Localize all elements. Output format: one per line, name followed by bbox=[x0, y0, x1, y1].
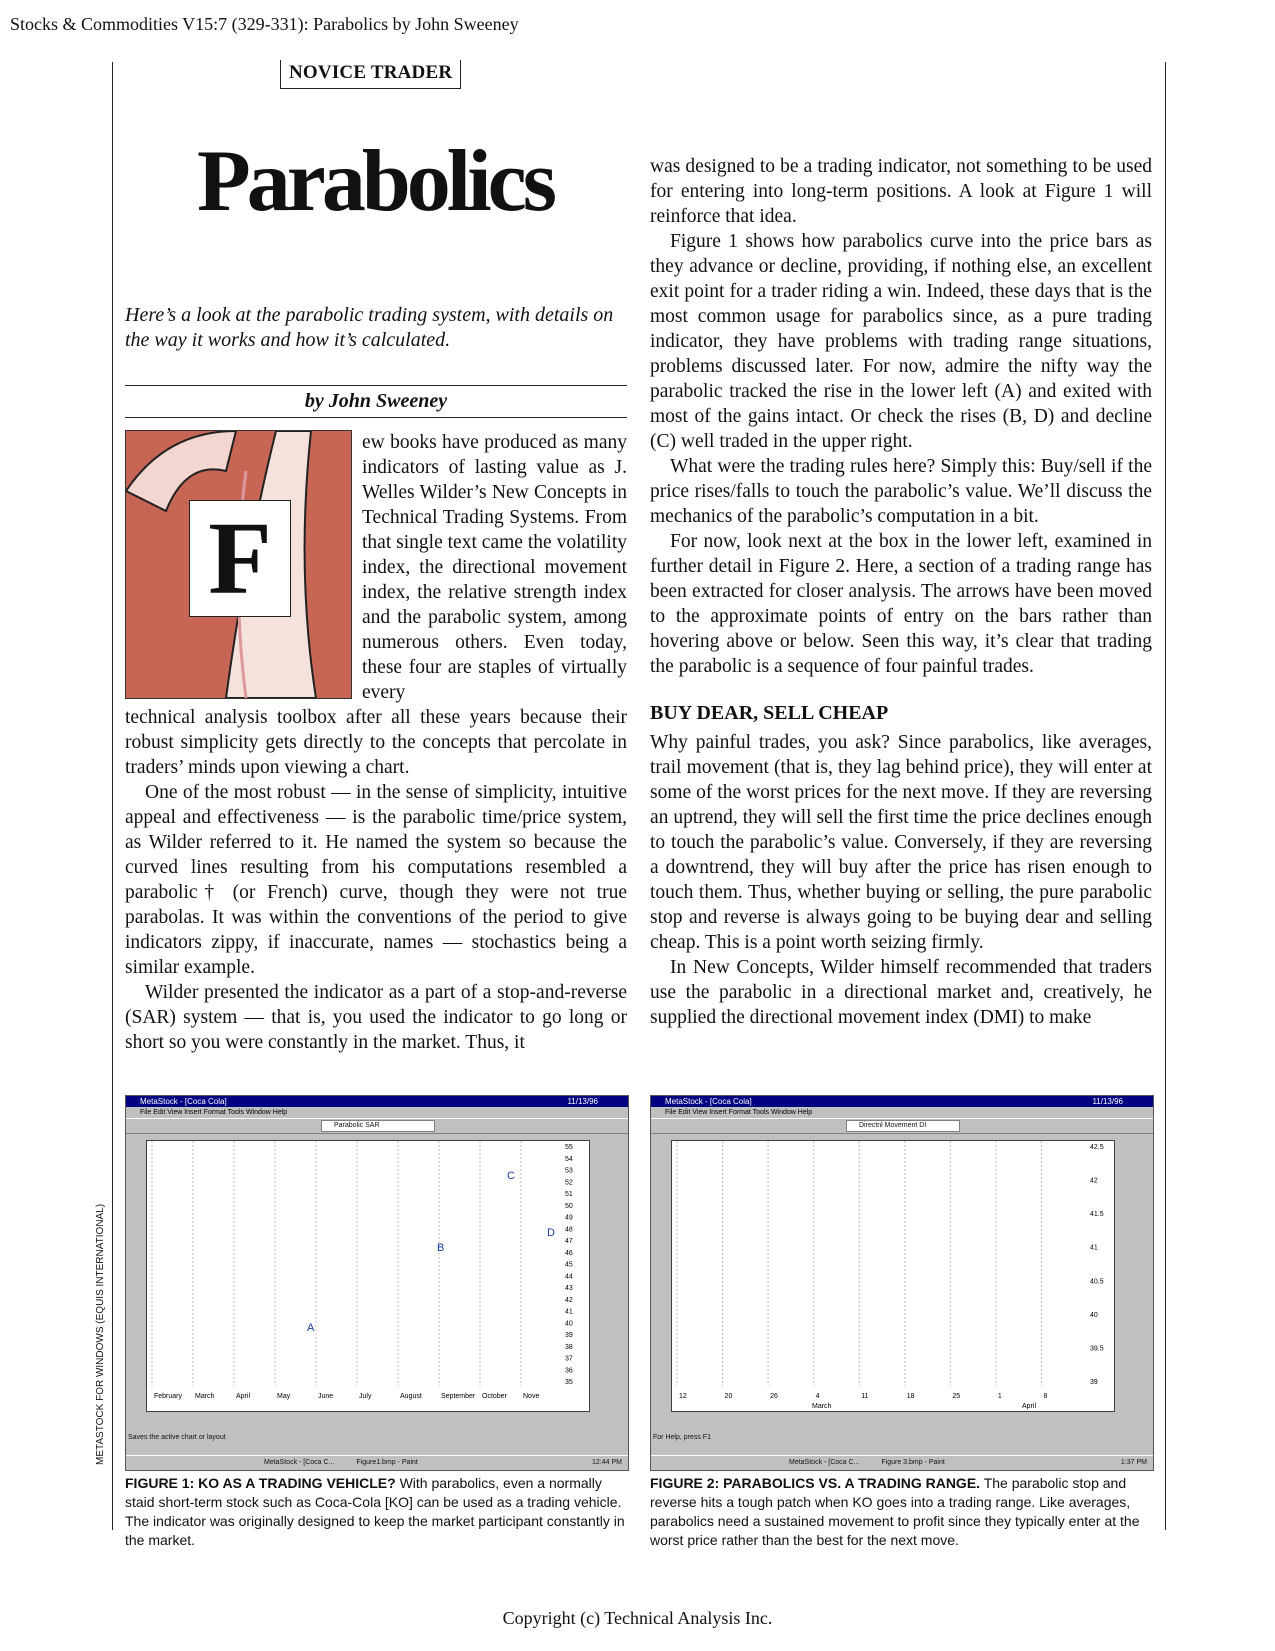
section-tag: NOVICE TRADER bbox=[280, 60, 461, 89]
right-paragraph-3: What were the trading rules here? Simply this: Buy/sell if the price rises/falls to touch the parabolic’s value. We’ll discuss the mechanics of the parabolic’s computation in a bit. bbox=[650, 456, 1152, 527]
chart1-y-tick: 55 bbox=[565, 1144, 573, 1151]
chart1-annotation: A bbox=[307, 1322, 315, 1334]
byline: by John Sweeney bbox=[125, 385, 627, 418]
chart2-y-tick: 42 bbox=[1090, 1177, 1098, 1185]
figure-2-chart bbox=[672, 1141, 1114, 1411]
chart1-x-tick: February bbox=[154, 1393, 183, 1400]
figure-2-toolbar: Directnl Movement DI bbox=[651, 1118, 1153, 1134]
chart1-y-tick: 53 bbox=[565, 1167, 573, 1175]
figure-1-chart bbox=[147, 1141, 589, 1411]
chart1-y-tick: 42 bbox=[565, 1296, 573, 1304]
chart1-y-tick: 38 bbox=[565, 1343, 573, 1351]
chart1-y-tick: 36 bbox=[565, 1367, 573, 1375]
figure-1-caption: FIGURE 1: KO AS A TRADING VEHICLE? With parabolics, even a normally staid short-term stock such as Coca-Cola [KO] can be used as a trading vehicle. The indicator was originally designed to keep the market participant constantly in the market. bbox=[125, 1475, 625, 1548]
chart2-month-label: April bbox=[1022, 1403, 1037, 1410]
figure-2-plot bbox=[671, 1140, 1115, 1412]
running-head: Stocks & Commodities V15:7 (329-331): Parabolics by John Sweeney bbox=[10, 14, 519, 34]
dropcap-letter: F bbox=[189, 500, 291, 617]
chart2-x-tick: 12 bbox=[679, 1393, 687, 1400]
figure-1-menubar: File Edit View Insert Format Tools Window Help bbox=[140, 1109, 288, 1116]
chart1-x-tick: July bbox=[359, 1393, 372, 1400]
chart1-y-tick: 51 bbox=[565, 1191, 573, 1198]
right-column-body-2 bbox=[650, 730, 1152, 1030]
chart1-y-tick: 44 bbox=[565, 1273, 573, 1281]
chart1-y-tick: 45 bbox=[565, 1261, 573, 1269]
intro-paragraph: ew books have produced as many indicators of lasting value as J. Welles Wilder’s New Concepts in Technical Trading Systems. From that single text came the volatility index, the directional movement index, the relative strength index and the parabolic system, among numerous others. Even today, these four are staples of virtually every bbox=[362, 432, 627, 703]
intro-wrap-text bbox=[362, 430, 627, 705]
chart1-y-tick: 37 bbox=[565, 1355, 573, 1363]
left-column-body bbox=[125, 705, 627, 1055]
dropcap-image bbox=[125, 430, 352, 699]
chart2-x-tick: 1 bbox=[997, 1393, 1002, 1400]
chart2-y-tick: 42.5 bbox=[1090, 1144, 1104, 1151]
article-deck: Here’s a look at the parabolic trading system, with details on the way it works and how it’s calculated. bbox=[125, 304, 614, 351]
chart1-y-tick: 40 bbox=[565, 1320, 573, 1328]
chart2-x-tick: 18 bbox=[906, 1393, 915, 1400]
chart1-x-tick: March bbox=[195, 1393, 215, 1400]
chart1-annotation: C bbox=[507, 1170, 515, 1182]
chart1-y-tick: 49 bbox=[565, 1214, 573, 1222]
figure-1-screenshot bbox=[125, 1095, 629, 1471]
figure-2-status: For Help, press F1 bbox=[653, 1434, 711, 1441]
figure-2-menubar: File Edit View Insert Format Tools Window Help bbox=[665, 1109, 813, 1116]
chart2-x-tick: 25 bbox=[952, 1393, 961, 1400]
chart1-x-tick: September bbox=[441, 1393, 476, 1400]
chart1-y-tick: 48 bbox=[565, 1226, 573, 1234]
chart1-annotation: D bbox=[547, 1227, 555, 1239]
chart1-y-tick: 43 bbox=[565, 1285, 573, 1292]
side-credit-label: METASTOCK FOR WINDOWS (EQUIS INTERNATIONAL) bbox=[95, 1203, 106, 1465]
chart2-x-tick: 20 bbox=[724, 1393, 733, 1400]
chart2-y-tick: 40.5 bbox=[1090, 1278, 1104, 1286]
chart1-x-tick: August bbox=[400, 1393, 422, 1400]
figure-2-titlebar: MetaStock - [Coca Cola] 11/13/96 bbox=[651, 1096, 1153, 1107]
figure-1-status: Saves the active chart or layout bbox=[128, 1434, 226, 1441]
chart2-x-tick: 11 bbox=[861, 1393, 869, 1400]
chart1-annotation: B bbox=[437, 1242, 445, 1254]
chart1-y-tick: 52 bbox=[565, 1179, 573, 1187]
right-column-body bbox=[650, 154, 1152, 679]
chart1-y-tick: 46 bbox=[565, 1249, 573, 1257]
chart1-y-tick: 54 bbox=[565, 1155, 573, 1163]
chart2-y-tick: 39 bbox=[1090, 1379, 1098, 1386]
right-paragraph-4: For now, look next at the box in the lower left, examined in further detail in Figure 2. Here, a section of a trading range has been extracted for closer analysis. The arrows have been moved to the approximate points of entry on the bars rather than hovering above or below. Seen this way, it’s clear that trading the parabolic is a sequence of four painful trades. bbox=[650, 531, 1152, 677]
left-paragraph-1: technical analysis toolbox after all these years because their robust simplicity gets directly to the concepts that percolate in traders’ minds upon viewing a chart. bbox=[125, 707, 627, 778]
chart2-y-tick: 41.5 bbox=[1090, 1211, 1104, 1219]
chart1-y-tick: 39 bbox=[565, 1332, 573, 1339]
chart1-x-tick: October bbox=[482, 1393, 507, 1400]
chart1-x-tick: April bbox=[236, 1393, 251, 1400]
chart1-x-tick: Nove bbox=[523, 1393, 540, 1400]
chart1-y-tick: 35 bbox=[565, 1379, 573, 1386]
chart2-y-tick: 40 bbox=[1090, 1311, 1098, 1319]
left-paragraph-3: Wilder presented the indicator as a part of a stop-and-reverse (SAR) system — that is, you used the indicator to go long or short so you were constantly in the market. Thus, it bbox=[125, 982, 627, 1053]
figure-1-plot bbox=[146, 1140, 590, 1412]
chart2-y-tick: 41 bbox=[1090, 1244, 1098, 1252]
left-paragraph-2: One of the most robust — in the sense of simplicity, intuitive appeal and effectiveness — is the parabolic time/price system, as Wilder referred to it. He named the system so because the curved lines resulting from his computations resembled a parabolic† (or French) curve, though they were not true parabolas. It was within the conventions of the period to give indicators zippy, if inaccurate, names — stochastics being a similar example. bbox=[125, 782, 627, 978]
chart1-x-tick: May bbox=[277, 1393, 291, 1400]
subhead: BUY DEAR, SELL CHEAP bbox=[650, 702, 889, 724]
chart2-y-tick: 39.5 bbox=[1090, 1345, 1104, 1353]
right-column-rule bbox=[1165, 62, 1166, 1530]
figure-1-taskbar: MetaStock - [Coca C... Figure1.bmp - Paint 12:44 PM bbox=[126, 1455, 628, 1470]
footer-copyright: Copyright (c) Technical Analysis Inc. bbox=[502, 1608, 773, 1628]
chart1-y-tick: 47 bbox=[565, 1238, 573, 1245]
chart2-x-tick: 26 bbox=[770, 1393, 778, 1400]
figure-2-caption: FIGURE 2: PARABOLICS VS. A TRADING RANGE. The parabolic stop and reverse hits a tough patch when KO goes into a trading range. Like averages, parabolics need a sustained movement to profit since they typically enter at the worst price rather than the best for the next move. bbox=[650, 1475, 1140, 1548]
right-paragraph-6: In New Concepts, Wilder himself recommended that traders use the parabolic in a directional market and, creatively, he supplied the directional movement index (DMI) to make bbox=[650, 957, 1152, 1028]
right-paragraph-5: Why painful trades, you ask? Since parabolics, like averages, trail movement (that is, they lag behind price), they will enter at some of the worst prices for the next move. If they are reversing an uptrend, they will sell the first time the price declines enough to touch the parabolic’s value. Conversely, if they are reversing a downtrend, they will buy after the price has risen enough to touch them. Thus, whether buying or selling, the pure parabolic stop and reverse is always going to be buying dear and selling cheap. This is a point worth seizing firmly. bbox=[650, 732, 1152, 953]
chart1-y-tick: 50 bbox=[565, 1202, 573, 1210]
figure-1-toolbar: Parabolic SAR bbox=[126, 1118, 628, 1134]
figure-2-taskbar: MetaStock - [Coca C... Figure 3.bmp - Paint 1:37 PM bbox=[651, 1455, 1153, 1470]
right-paragraph-2: Figure 1 shows how parabolics curve into the price bars as they advance or decline, providing, if nothing else, an excellent exit point for a trader riding a win. Indeed, these days that is the most common usage for parabolics since, as a pure trading indicator, they have problems with trading range situations, problems discussed later. For now, admire the nifty way the parabolic tracked the rise in the lower left (A) and exited with most of the gains intact. Or check the rises (B, D) and decline (C) well traded in the upper right. bbox=[650, 231, 1152, 452]
figure-2-screenshot bbox=[650, 1095, 1154, 1471]
figure-1-titlebar: MetaStock - [Coca Cola] 11/13/96 bbox=[126, 1096, 628, 1107]
article-title: Parabolics bbox=[197, 133, 553, 230]
chart1-y-tick: 41 bbox=[565, 1308, 573, 1316]
chart2-month-label: March bbox=[812, 1403, 832, 1410]
chart1-x-tick: June bbox=[318, 1393, 334, 1400]
right-paragraph-1: was designed to be a trading indicator, not something to be used for entering into long-term positions. A look at Figure 1 will reinforce that idea. bbox=[650, 156, 1152, 227]
left-column-rule bbox=[112, 62, 113, 1530]
chart2-x-tick: 4 bbox=[815, 1393, 820, 1400]
chart2-x-tick: 8 bbox=[1043, 1393, 1048, 1400]
